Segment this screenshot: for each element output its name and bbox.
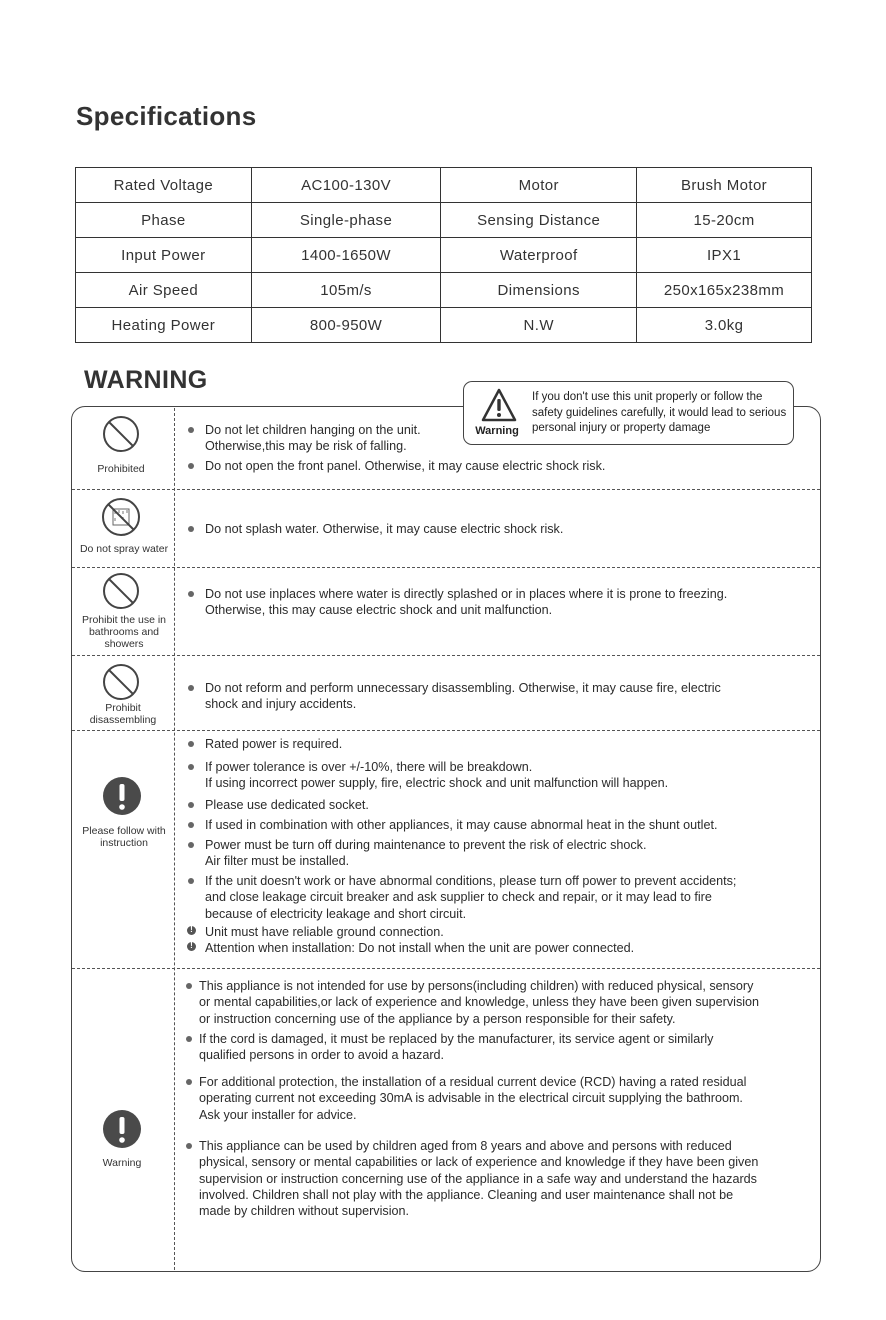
- table-row: [76, 308, 812, 343]
- list-item: Power must be turn off during maintenance to prevent the risk of electric shock. Air filter must be installed.: [188, 837, 814, 870]
- spec-value: IPX1: [637, 238, 812, 273]
- bullet-icon: [186, 1079, 192, 1085]
- list-item: Do not use inplaces where water is directly splashed or in places where it is prone to freezing. Otherwise, this may cause electric shock and unit malfunction.: [188, 586, 814, 619]
- list-item: ! Attention when installation: Do not install when the unit are power connected.: [188, 940, 814, 956]
- spec-label: Motor: [441, 168, 637, 203]
- prohibited-icon: [102, 415, 140, 453]
- bullet-icon: [188, 878, 194, 884]
- spec-value: AC100-130V: [251, 168, 441, 203]
- bullet-icon: [188, 685, 194, 691]
- list-item: Do not reform and perform unnecessary disassembling. Otherwise, it may cause fire, electric shock and injury accidents.: [188, 680, 814, 713]
- section-label: Prohibited: [97, 463, 145, 475]
- callout-text: If you don't use this unit properly or follow the safety guidelines carefully, it would lead to serious personal injury or property damage: [532, 391, 787, 434]
- spec-value: 1400-1650W: [251, 238, 441, 273]
- list-item: Do not open the front panel. Otherwise, it may cause electric shock risk.: [188, 458, 814, 474]
- list-item: This appliance can be used by children aged from 8 years and above and persons with reduced physical, sensory or mental capabilities or lack of experience and knowledge if they have been given supervision or instruction concerning use of the appliance in a safe way and understand the hazards involved. Children shall not play with the appliance. Cleaning and user maintenance shall not be made by children without supervision.: [186, 1138, 818, 1219]
- spec-label: Waterproof: [441, 238, 637, 273]
- specifications-title: Specifications: [76, 101, 257, 131]
- bullet-icon: [188, 842, 194, 848]
- section-label: Please follow with instruction: [82, 825, 166, 849]
- spec-value: 3.0kg: [637, 308, 812, 343]
- warning-title: WARNING: [84, 366, 208, 394]
- spec-label: Heating Power: [76, 308, 252, 343]
- table-row: [76, 168, 812, 203]
- spec-label: Rated Voltage: [76, 168, 252, 203]
- section-divider: [72, 567, 820, 568]
- no-water-spray-icon: [101, 497, 141, 537]
- table-row: [76, 238, 812, 273]
- section-label: Warning: [102, 1157, 142, 1169]
- list-item: If the unit doesn't work or have abnormal conditions, please turn off power to prevent accidents; and close leakage circuit breaker and ask supplier to check and repair, or it may lead to fire because of electricity leakage and short circuit.: [188, 873, 814, 922]
- list-item: Do not splash water. Otherwise, it may cause electric shock risk.: [188, 521, 814, 537]
- section-label: Prohibit the use in bathrooms and showers: [81, 614, 167, 650]
- bullet-icon: [188, 764, 194, 770]
- bullet-icon: [188, 526, 194, 532]
- warning-triangle-icon: [480, 387, 518, 423]
- spec-label: Dimensions: [441, 273, 637, 308]
- list-item: Do not let children hanging on the unit. Otherwise,this may be risk of falling.: [188, 422, 814, 455]
- bullet-icon: [188, 741, 194, 747]
- callout-label: Warning: [475, 425, 519, 437]
- section-label: Prohibit disassembling: [89, 702, 157, 726]
- section-divider: [72, 489, 820, 490]
- spec-value: 15-20cm: [637, 203, 812, 238]
- bullet-icon: [188, 427, 194, 433]
- section-divider: [72, 655, 820, 656]
- bullet-icon: [188, 822, 194, 828]
- bullet-icon: [188, 463, 194, 469]
- exclamation-circle-icon: [102, 776, 142, 816]
- section-divider: [72, 968, 820, 969]
- list-item: If power tolerance is over +/-10%, there will be breakdown. If using incorrect power supply, fire, electric shock and unit malfunction will happen.: [188, 759, 814, 792]
- list-item: If the cord is damaged, it must be replaced by the manufacturer, its service agent or similarly qualified persons in order to avoid a hazard.: [186, 1031, 818, 1064]
- spec-label: Phase: [76, 203, 252, 238]
- exclamation-bullet-icon: [187, 926, 196, 935]
- bullet-icon: [188, 591, 194, 597]
- column-divider: [174, 408, 175, 1270]
- section-divider: [72, 730, 820, 731]
- spec-value: Brush Motor: [637, 168, 812, 203]
- prohibited-icon: [102, 663, 140, 701]
- spec-value: Single-phase: [251, 203, 441, 238]
- list-item: This appliance is not intended for use by persons(including children) with reduced physical, sensory or mental capabilities,or lack of experience and knowledge, unless they have been given supervision or instruction concerning use of the appliance by a person responsible for their safety.: [186, 978, 818, 1027]
- prohibited-icon: [102, 572, 140, 610]
- spec-value: 250x165x238mm: [637, 273, 812, 308]
- specifications-table: [75, 167, 812, 343]
- bullet-icon: [186, 983, 192, 989]
- spec-value: 105m/s: [251, 273, 441, 308]
- table-row: [76, 203, 812, 238]
- exclamation-circle-icon: [102, 1109, 142, 1149]
- spec-label: Sensing Distance: [441, 203, 637, 238]
- list-item: If used in combination with other appliances, it may cause abnormal heat in the shunt outlet.: [188, 817, 814, 833]
- bullet-icon: [188, 802, 194, 808]
- spec-label: Air Speed: [76, 273, 252, 308]
- exclamation-bullet-icon: [187, 942, 196, 951]
- spec-label: Input Power: [76, 238, 252, 273]
- spec-label: N.W: [441, 308, 637, 343]
- bullet-icon: [186, 1036, 192, 1042]
- list-item: For additional protection, the installation of a residual current device (RCD) having a rated residual operating current not exceeding 30mA is advisable in the electrical circuit supplying the bathroom. Ask your installer for advice.: [186, 1074, 818, 1123]
- list-item: ! Unit must have reliable ground connection.: [188, 924, 814, 940]
- bullet-icon: [186, 1143, 192, 1149]
- table-row: [76, 273, 812, 308]
- list-item: Please use dedicated socket.: [188, 797, 814, 813]
- list-item: Rated power is required.: [188, 736, 814, 752]
- section-label: Do not spray water: [79, 543, 169, 555]
- spec-value: 800-950W: [251, 308, 441, 343]
